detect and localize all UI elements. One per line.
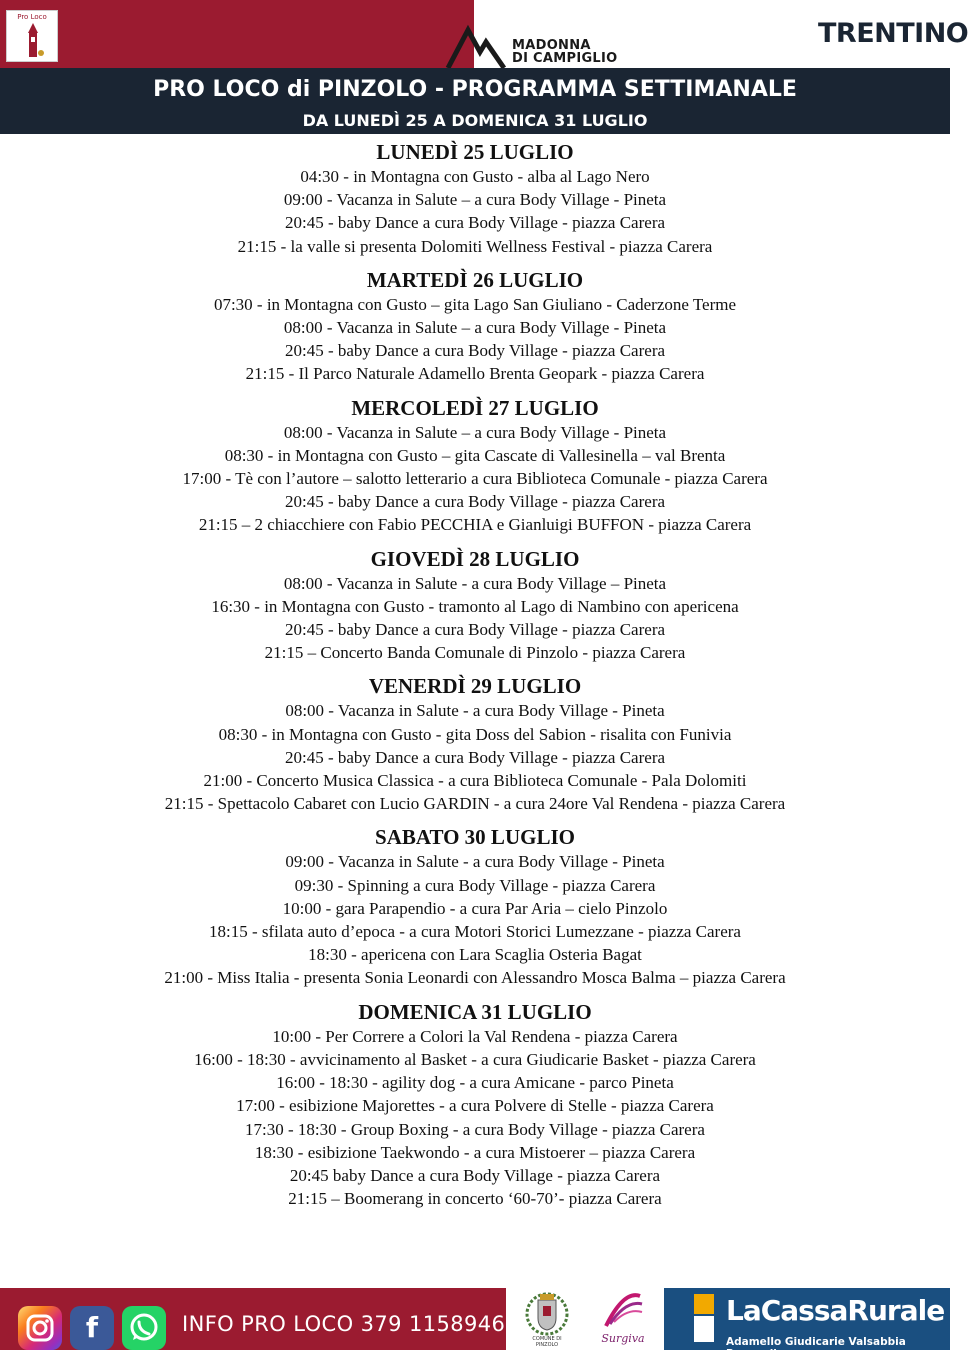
event-item: 17:30 - 18:30 - Group Boxing - a cura Body Village - piazza Carera (245, 1119, 705, 1139)
cassa-rurale-subtitle: Adamello Giudicarie Valsabbia Paganella (726, 1336, 906, 1360)
whatsapp-icon[interactable] (122, 1306, 166, 1350)
top-logo-strip (0, 0, 968, 68)
event-item: 20:45 - baby Dance a cura Body Village - piazza Carera (284, 213, 666, 233)
cassa-rurale-logo (664, 1288, 950, 1360)
event-item: 20:45 - baby Dance a cura Body Village - piazza Carera (284, 341, 666, 361)
event-item: 16:00 - 18:30 - avvicinamento al Basket - a cura Giudicarie Basket - piazza Carera (194, 1049, 756, 1069)
church-tower-icon (19, 23, 47, 59)
proloco-logo (6, 10, 58, 62)
event-item: 21:00 - Concerto Musica Classica - a cura Biblioteca Comunale - Pala Dolomiti (203, 771, 747, 791)
event-item: 21:00 - Miss Italia - presenta Sonia Leonardi con Alessandro Mosca Balma – piazza Carera (164, 968, 786, 988)
cassa-white-square (694, 1316, 714, 1342)
coat-of-arms-icon (522, 1288, 572, 1340)
header-band (0, 68, 950, 134)
madonna-di-campiglio-logo (446, 22, 646, 68)
event-item: 21:15 – 2 chiacchiere con Fabio PECCHIA e Gianluigi BUFFON - piazza Carera (198, 515, 752, 535)
footer-bar (0, 1284, 950, 1360)
day-thursday (0, 546, 950, 665)
day-title: MARTEDÌ 26 LUGLIO (366, 267, 584, 292)
madonna-logo-line2: DI CAMPIGLIO (512, 51, 618, 66)
footer-info-panel (0, 1288, 506, 1350)
madonna-logo-line1: MADONNA (512, 38, 591, 53)
day-title: LUNEDÌ 25 LUGLIO (376, 140, 574, 164)
event-item: 08:30 - in Montagna con Gusto - gita Doss del Sabion - risalita con Funivia (218, 724, 732, 744)
day-saturday (0, 824, 950, 989)
event-item: 10:00 - gara Parapendio - a cura Par Aria – cielo Pinzolo (282, 898, 668, 918)
event-item: 21:15 - la valle si presenta Dolomiti Wellness Festival - piazza Carera (237, 236, 713, 256)
day-title: SABATO 30 LUGLIO (375, 825, 575, 850)
surgiva-logo-text: Surgiva (601, 1332, 645, 1345)
event-item: 18:30 - esibizione Taekwondo - a cura Mistoerer – piazza Carera (254, 1142, 696, 1162)
page-subtitle: DA LUNEDÌ 25 A DOMENICA 31 LUGLIO (302, 111, 648, 130)
cassa-rurale-name: LaCassaRurale (726, 1294, 945, 1327)
trentino-logo: TRENTINO (818, 18, 968, 49)
mountain-logo-icon (446, 24, 508, 68)
event-item: 08:00 - Vacanza in Salute - a cura Body Village – Pineta (283, 573, 667, 593)
event-item: 21:15 - Spettacolo Cabaret con Lucio GARDIN - a cura 24ore Val Rendena - piazza Carera (164, 794, 786, 814)
day-title: MERCOLEDÌ 27 LUGLIO (351, 395, 599, 420)
cassa-orange-square (694, 1294, 714, 1314)
event-item: 16:30 - in Montagna con Gusto - tramonto al Lago di Nambino con apericena (211, 596, 739, 616)
proloco-logo-text: Pro Loco (17, 13, 47, 21)
event-item: 18:30 - apericena con Lara Scaglia Osteria Bagat (308, 945, 642, 965)
day-title: DOMENICA 31 LUGLIO (358, 999, 592, 1024)
instagram-icon[interactable] (18, 1306, 62, 1350)
surgiva-swirl-icon (596, 1286, 650, 1332)
event-item: 20:45 - baby Dance a cura Body Village - piazza Carera (284, 492, 666, 512)
event-item: 10:00 - Per Correre a Colori la Val Rendena - piazza Carera (272, 1026, 678, 1046)
day-friday (0, 673, 950, 815)
event-item: 09:00 - Vacanza in Salute – a cura Body Village - Pineta (283, 190, 667, 210)
event-item: 20:45 - baby Dance a cura Body Village - piazza Carera (284, 620, 666, 640)
event-item: 04:30 - in Montagna con Gusto - alba al Lago Nero (300, 167, 650, 186)
event-item: 09:30 - Spinning a cura Body Village - piazza Carera (294, 875, 656, 895)
day-wednesday (0, 395, 950, 537)
day-title: VENERDÌ 29 LUGLIO (368, 674, 582, 699)
page-title: PRO LOCO di PINZOLO - PROGRAMMA SETTIMANALE (153, 77, 797, 102)
event-item: 16:00 - 18:30 - agility dog - a cura Amicane - parco Pineta (276, 1073, 674, 1093)
event-item: 08:00 - Vacanza in Salute – a cura Body Village - Pineta (283, 318, 667, 338)
info-contact-text: INFO PRO LOCO 379 1158946 (182, 1312, 506, 1336)
day-monday (0, 139, 950, 258)
event-item: 08:00 - Vacanza in Salute - a cura Body Village - Pineta (285, 701, 665, 721)
event-item: 17:00 - Tè con l’autore – salotto letterario a cura Biblioteca Comunale - piazza Carera (182, 469, 768, 489)
surgiva-logo (596, 1286, 650, 1348)
day-title: GIOVEDÌ 28 LUGLIO (370, 546, 580, 571)
event-item: 18:15 - sfilata auto d’epoca - a cura Motori Storici Lumezzane - piazza Carera (209, 922, 741, 942)
day-tuesday (0, 267, 950, 386)
event-item: 07:30 - in Montagna con Gusto – gita Lago San Giuliano - Caderzone Terme (213, 294, 737, 314)
event-item: 21:15 – Boomerang in concerto ‘60-70’- piazza Carera (288, 1189, 662, 1209)
event-item: 08:00 - Vacanza in Salute – a cura Body Village - Pineta (283, 422, 667, 442)
event-item: 21:15 – Concerto Banda Comunale di Pinzolo - piazza Carera (264, 643, 686, 663)
proloco-banner (0, 0, 474, 68)
facebook-icon[interactable]: f (70, 1306, 114, 1350)
madonna-logo-text (512, 39, 618, 65)
event-item: 20:45 - baby Dance a cura Body Village - piazza Carera (284, 747, 666, 767)
event-item: 09:00 - Vacanza in Salute - a cura Body Village - Pineta (285, 852, 665, 872)
event-item: 17:00 - esibizione Majorettes - a cura Polvere di Stelle - piazza Carera (236, 1096, 714, 1116)
day-sunday (0, 999, 950, 1211)
event-item: 08:30 - in Montagna con Gusto – gita Cascate di Vallesinella – val Brenta (224, 445, 726, 465)
weekly-schedule (0, 139, 950, 1219)
event-item: 20:45 baby Dance a cura Body Village - piazza Carera (289, 1165, 661, 1185)
comune-pinzolo-logo (522, 1288, 572, 1348)
comune-caption: COMUNE DI PINZOLO (532, 1336, 562, 1348)
event-item: 21:15 - Il Parco Naturale Adamello Brenta Geopark - piazza Carera (245, 364, 705, 384)
